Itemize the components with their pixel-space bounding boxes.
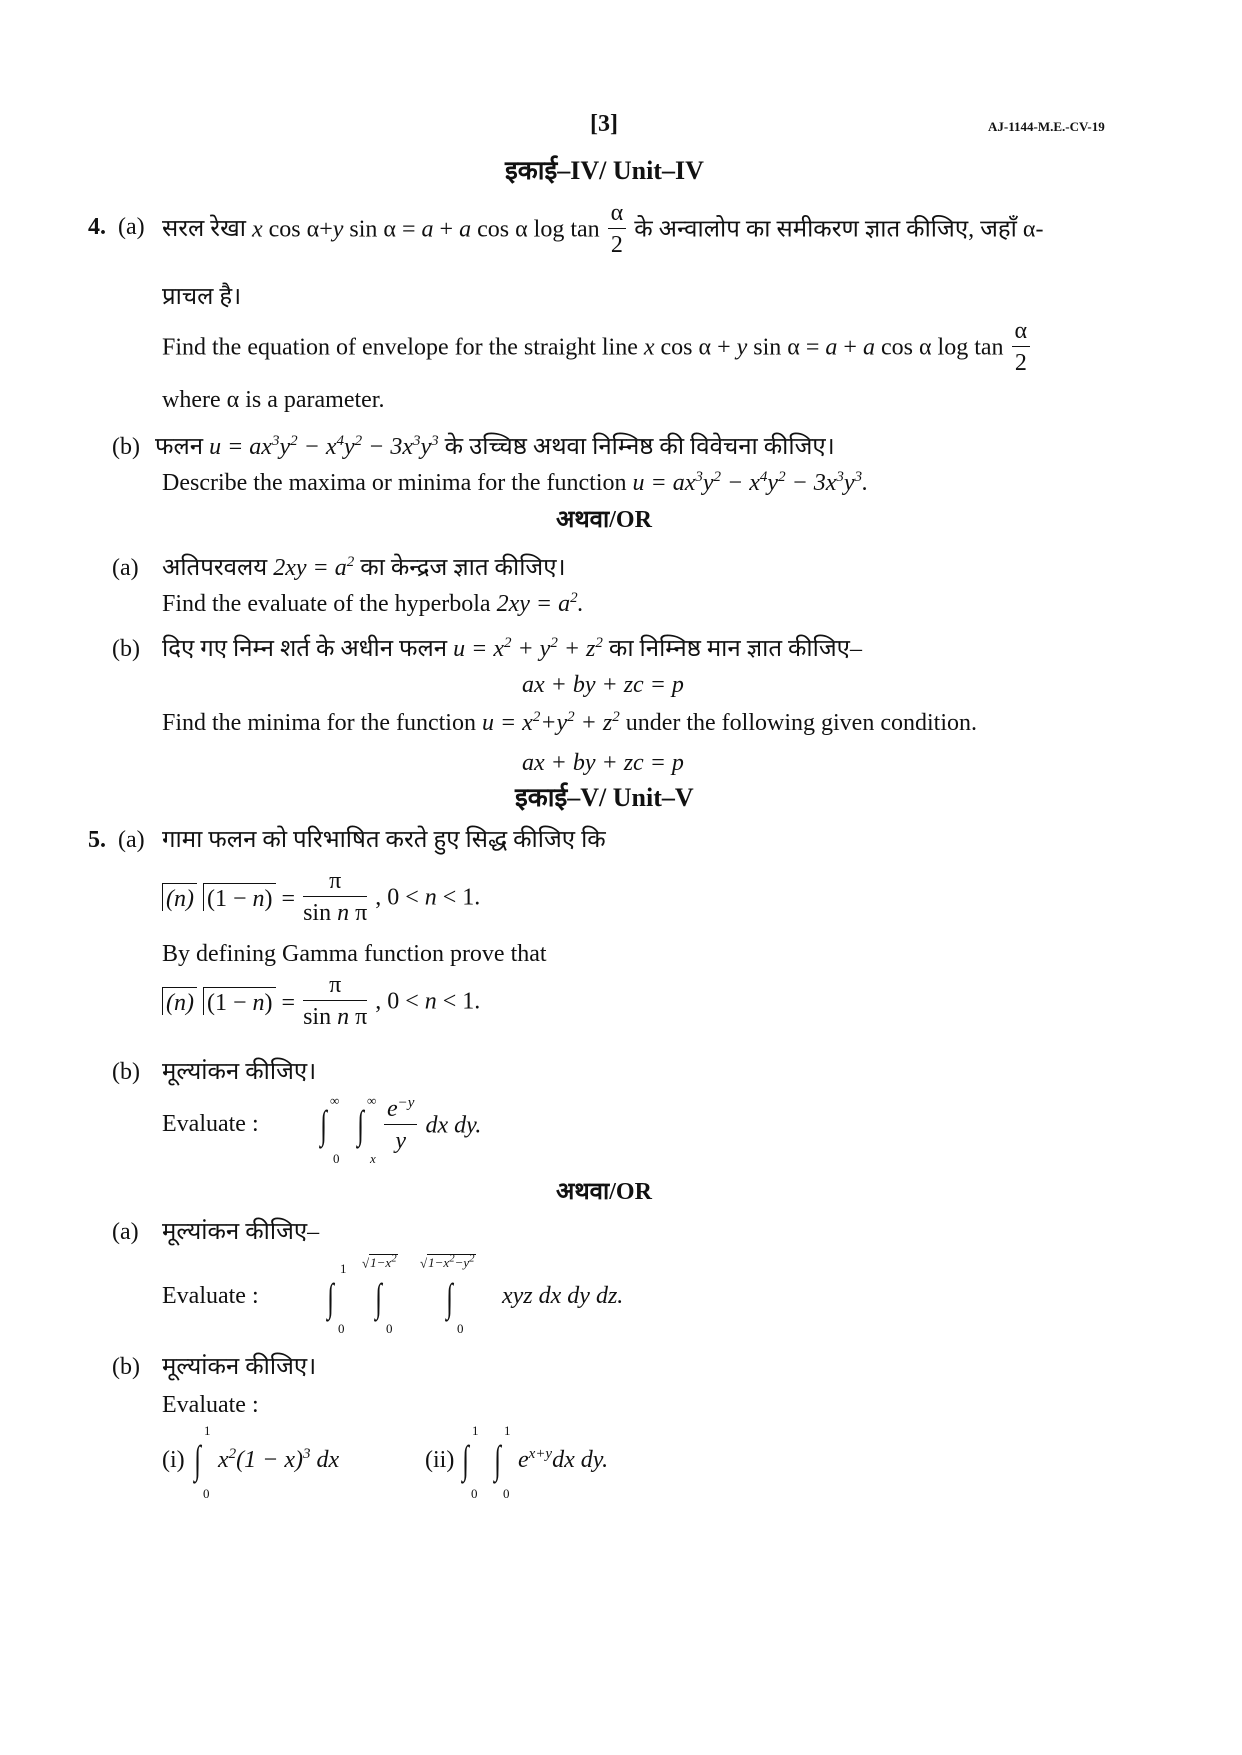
q4a2-label: (a): [112, 555, 139, 581]
integral-sign: ∫: [462, 1437, 469, 1482]
q4a-english-line2: where α is a parameter.: [162, 387, 385, 413]
q4b2-label: (b): [112, 636, 140, 662]
integral-sign: ∫: [357, 1102, 364, 1147]
integral-sign: ∫: [194, 1437, 201, 1482]
integrand: xyz dx dy dz.: [502, 1283, 624, 1309]
alpha-over-2: $\frac{\alpha}{2}$: [608, 200, 627, 259]
evaluate-label: Evaluate :: [162, 1392, 259, 1418]
q4b2-english: Find the minima for the function $u = x^2+y^2 + z^2$ under the following given condition.: [162, 709, 977, 736]
hyperbola-equation: $2xy = a^2$: [273, 554, 355, 581]
q4a-label: (a): [118, 214, 145, 240]
q4a-equation-hi: x cos α+y sin α = a + a cos α log tan: [251, 216, 600, 243]
q4a2-hindi: अतिपरवलय $2xy = a^2$ का केन्द्रज ज्ञात कीजिए।: [162, 554, 566, 581]
q4a-equation-en: x cos α + y sin α = a + a cos α log tan: [643, 334, 1004, 361]
lower-limit: 0: [386, 1321, 393, 1336]
lower-limit: x: [370, 1151, 376, 1166]
integrand: $\frac{e^{-y}}{y}$ dx dy.: [382, 1096, 481, 1155]
gamma-identity: (n) (1 − n) = $\frac{\pi}{\text{sin n π}}$ , 0 < n < 1.: [162, 868, 480, 927]
q5a-hindi: गामा फलन को परिभाषित करते हुए सिद्ध कीजिए कि: [162, 827, 606, 853]
unit4-title: इकाई–IV/ Unit–IV: [505, 156, 704, 185]
upper-limit: $√1-x^2-y^2$: [420, 1253, 475, 1271]
upper-limit: 1: [472, 1423, 479, 1438]
upper-limit: $√1-x^2$: [362, 1253, 397, 1271]
lower-limit: 0: [471, 1486, 478, 1501]
integral-sign: ∫: [327, 1275, 334, 1320]
integrand: $x^2(1 - x)^3$ dx: [218, 1446, 340, 1473]
q4b-function: $u = ax^3y^2 - x^4y^2 - 3x^3y^3$: [209, 433, 439, 460]
upper-limit: 1: [504, 1423, 511, 1438]
integral-sign: ∫: [494, 1437, 501, 1482]
lower-limit: 0: [457, 1321, 464, 1336]
gamma-identity: (n) (1 − n) = $\frac{\pi}{\text{sin n π}}$ , 0 < n < 1.: [162, 972, 480, 1031]
function-u: $u = x^2 + y^2 + z^2$: [453, 635, 603, 662]
q5b-label: (b): [112, 1059, 140, 1085]
or-divider: अथवा/OR: [556, 1179, 652, 1205]
condition-equation: ax + by + zc = p: [522, 750, 684, 776]
upper-limit: 1: [340, 1261, 347, 1276]
or-divider: अथवा/OR: [556, 507, 652, 533]
q5a-english: By defining Gamma function prove that: [162, 941, 547, 967]
q4a-hindi-line2: प्राचल है।: [162, 284, 242, 310]
part-i-label: (i): [162, 1447, 185, 1473]
upper-limit: ∞: [367, 1093, 377, 1108]
q4b-english: Describe the maxima or minima for the function $u = ax^3y^2 - x^4y^2 - 3x^3y^3$.: [162, 469, 869, 496]
q4b-function: $u = ax^3y^2 - x^4y^2 - 3x^3y^3$.: [632, 469, 869, 496]
lower-limit: 0: [203, 1486, 210, 1501]
evaluate-label: Evaluate :: [162, 1283, 259, 1309]
alpha-over-2: $\frac{\alpha}{2}$: [1012, 318, 1031, 377]
upper-limit: ∞: [330, 1093, 340, 1108]
hyperbola-equation: $2xy = a^2$.: [496, 590, 584, 617]
q5b2-hindi: मूल्यांकन कीजिए।: [162, 1354, 317, 1380]
part-ii-label: (ii): [425, 1447, 455, 1473]
integral-sign: ∫: [320, 1102, 327, 1147]
q4b-label: (b): [112, 434, 140, 460]
q5a2-hindi: मूल्यांकन कीजिए–: [162, 1219, 320, 1245]
q4a-english: Find the equation of envelope for the straight line x cos α + y sin α = a + a cos α log tan $\frac{\alpha}{2}$: [162, 318, 1032, 377]
q4-number: 4.: [88, 214, 106, 240]
q4a2-english: Find the evaluate of the hyperbola $2xy = a^2$.: [162, 590, 584, 617]
q4b2-hindi: दिए गए निम्न शर्त के अधीन फलन $u = x^2 + y^2 + z^2$ का निम्निष्ठ मान ज्ञात कीजिए–: [162, 635, 862, 662]
paper-code: AJ-1144-M.E.-CV-19: [988, 119, 1105, 134]
lower-limit: 0: [333, 1151, 340, 1166]
lower-limit: 0: [338, 1321, 345, 1336]
integral-sign: ∫: [446, 1275, 453, 1320]
evaluate-label: Evaluate :: [162, 1111, 259, 1137]
q4a-hindi: सरल रेखा x cos α+y sin α = a + a cos α log tan $\frac{\alpha}{2}$ के अन्वालोप का समीकरण ज्ञात कीजिए, जहाँ α-: [162, 200, 1044, 259]
function-u: $u = x^2+y^2 + z^2$: [481, 709, 620, 736]
q5a-label: (a): [118, 827, 145, 853]
integral-sign: ∫: [375, 1275, 382, 1320]
q5a2-label: (a): [112, 1219, 139, 1245]
unit5-title: इकाई–V/ Unit–V: [515, 783, 694, 812]
q5-number: 5.: [88, 827, 106, 853]
upper-limit: 1: [204, 1423, 211, 1438]
q5b-hindi: मूल्यांकन कीजिए।: [162, 1059, 317, 1085]
q5b2-label: (b): [112, 1354, 140, 1380]
page-number: [3]: [590, 111, 618, 137]
condition-equation: ax + by + zc = p: [522, 672, 684, 698]
q4b-hindi: फलन $u = ax^3y^2 - x^4y^2 - 3x^3y^3$ के उच्चिष्ठ अथवा निम्निष्ठ की विवेचना कीजिए।: [155, 433, 835, 460]
integrand: $e^{x+y}dx$ dy.: [518, 1446, 609, 1473]
lower-limit: 0: [503, 1486, 510, 1501]
